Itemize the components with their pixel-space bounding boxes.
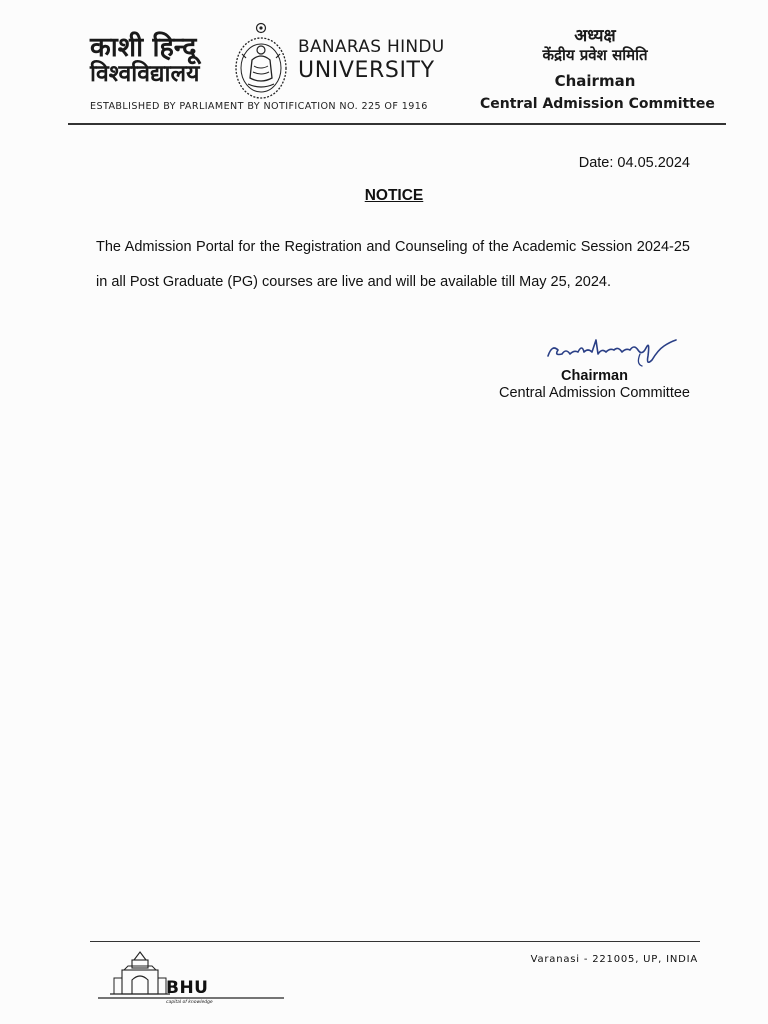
signatory-title: Chairman xyxy=(561,368,628,384)
hindi-name-line1: काशी हिन्दू xyxy=(90,32,197,63)
hindi-name-line2: विश्वविद्यालय xyxy=(90,61,200,88)
signatory-block xyxy=(499,368,690,402)
office-hindi-line1: अध्यक्ष xyxy=(574,26,616,46)
notice-body: The Admission Portal for the Registration and Counseling of the Academic Session 2024-25 in all Post Graduate (PG) courses are live and will be available till May 25, 2024. xyxy=(96,239,690,290)
footer-divider xyxy=(90,941,700,942)
notice-title: NOTICE xyxy=(364,187,424,204)
office-english-line2: Central Admission Committee xyxy=(480,95,715,112)
signatory-committee: Central Admission Committee xyxy=(499,385,690,401)
english-university-name xyxy=(298,38,445,83)
office-hindi-line2: केंद्रीय प्रवेश समिति xyxy=(542,46,648,65)
english-name-line2: UNIVERSITY xyxy=(298,57,435,83)
notice-date: Date: 04.05.2024 xyxy=(578,155,690,171)
handwritten-signature xyxy=(544,330,684,370)
office-english-line1: Chairman xyxy=(554,71,636,90)
footer-address: Varanasi - 221005, UP, INDIA xyxy=(530,954,698,965)
footer-tagline: capital of knowledge xyxy=(166,1000,213,1005)
hindi-university-name xyxy=(90,34,199,86)
establishment-line: ESTABLISHED BY PARLIAMENT BY NOTIFICATION NO. 225 OF 1916 xyxy=(90,101,428,112)
university-seal-icon xyxy=(230,20,292,102)
footer-bhu-logo-text: BHU xyxy=(166,978,209,998)
header-divider xyxy=(68,123,726,125)
office-designation xyxy=(480,26,715,112)
english-name-line1: BANARAS HINDU xyxy=(298,37,445,57)
